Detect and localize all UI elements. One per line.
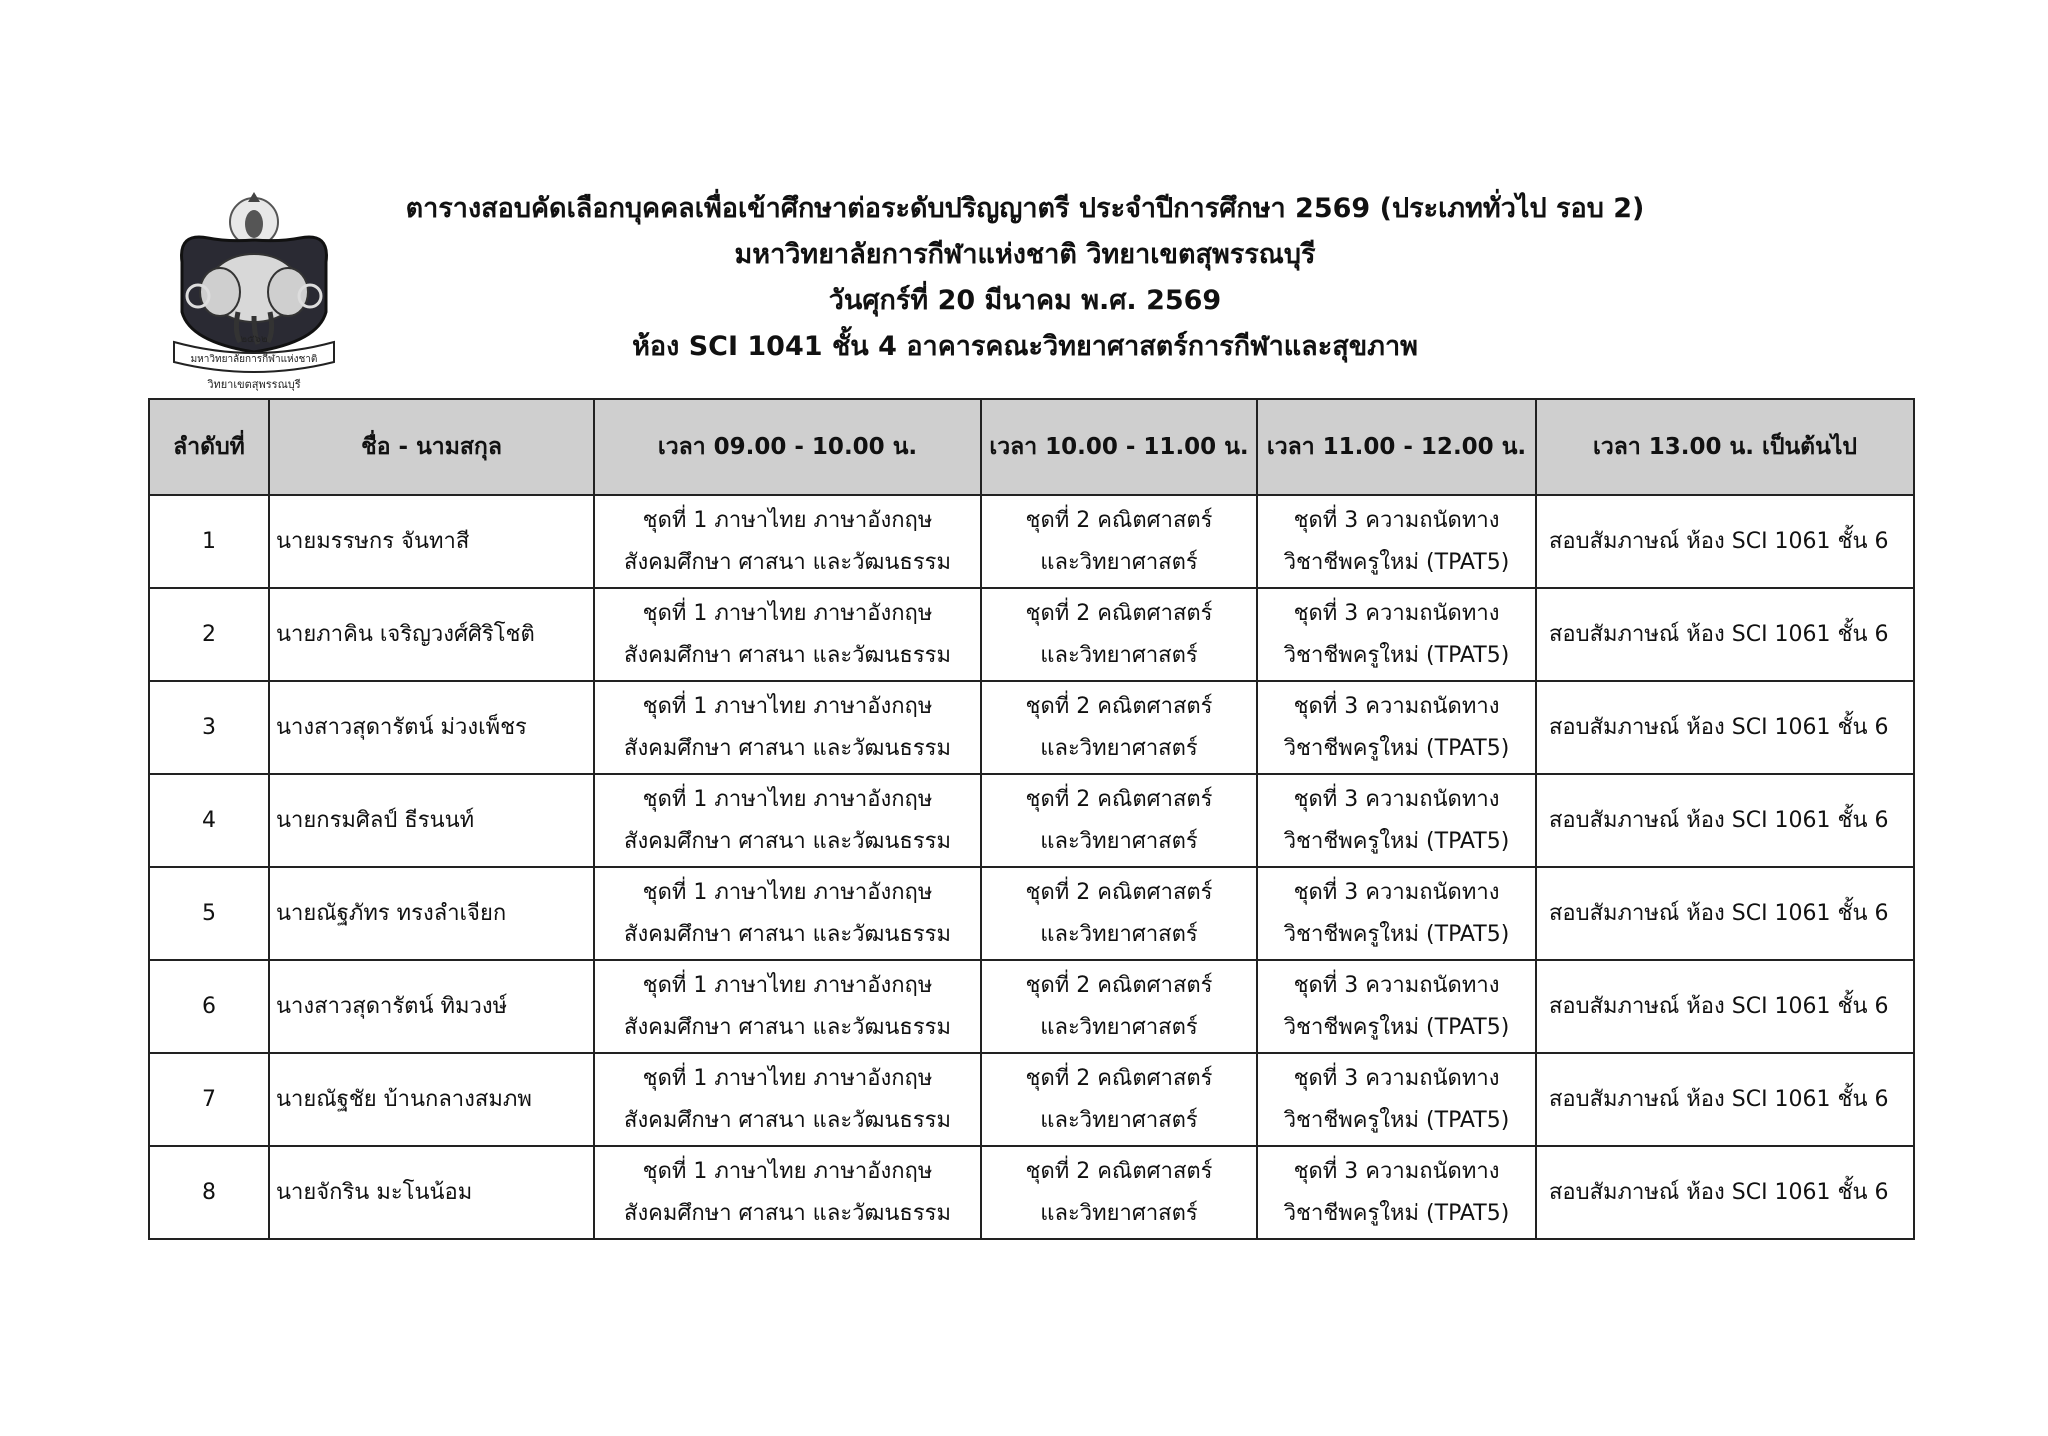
candidate-name: นางสาวสุดารัตน์ ม่วงเพ็ชร <box>269 681 594 774</box>
interview-cell: สอบสัมภาษณ์ ห้อง SCI 1061 ชั้น 6 <box>1536 495 1914 588</box>
slot2-line2: และวิทยาศาสตร์ <box>1040 1014 1198 1040</box>
exam-schedule-table <box>148 398 1915 1240</box>
slot2-line2: และวิทยาศาสตร์ <box>1040 828 1198 854</box>
slot1-cell <box>594 681 981 774</box>
document-header <box>330 186 1720 370</box>
slot1-line2: สังคมศึกษา ศาสนา และวัฒนธรรม <box>624 1200 951 1226</box>
table-body <box>149 495 1914 1239</box>
column-header-slot2: เวลา 10.00 - 11.00 น. <box>981 399 1257 495</box>
slot1-line1: ชุดที่ 1 ภาษาไทย ภาษาอังกฤษ <box>642 1065 933 1091</box>
slot1-cell <box>594 774 981 867</box>
row-number: 2 <box>149 588 269 681</box>
slot3-line2: วิชาชีพครูใหม่ (TPAT5) <box>1283 549 1510 575</box>
slot1-cell <box>594 1053 981 1146</box>
slot1-line1: ชุดที่ 1 ภาษาไทย ภาษาอังกฤษ <box>642 1158 933 1184</box>
header-title: ตารางสอบคัดเลือกบุคคลเพื่อเข้าศึกษาต่อระดับปริญญาตรี ประจำปีการศึกษา 2569 (ประเภททั่วไป รอบ 2) <box>405 193 1645 224</box>
slot1-line2: สังคมศึกษา ศาสนา และวัฒนธรรม <box>624 828 951 854</box>
slot3-line1: ชุดที่ 3 ความถนัดทาง <box>1293 693 1500 719</box>
table-row <box>149 1146 1914 1239</box>
slot1-line1: ชุดที่ 1 ภาษาไทย ภาษาอังกฤษ <box>642 507 933 533</box>
slot3-cell <box>1257 1053 1536 1146</box>
slot3-cell <box>1257 960 1536 1053</box>
university-seal-logo <box>168 192 340 392</box>
row-number: 8 <box>149 1146 269 1239</box>
slot3-line1: ชุดที่ 3 ความถนัดทาง <box>1293 972 1500 998</box>
slot1-cell <box>594 1146 981 1239</box>
slot2-line2: และวิทยาศาสตร์ <box>1040 1107 1198 1133</box>
slot2-cell <box>981 960 1257 1053</box>
slot2-line2: และวิทยาศาสตร์ <box>1040 549 1198 575</box>
slot2-line1: ชุดที่ 2 คณิตศาสตร์ <box>1025 693 1213 719</box>
row-number: 7 <box>149 1053 269 1146</box>
slot1-line2: สังคมศึกษา ศาสนา และวัฒนธรรม <box>624 549 951 575</box>
interview-cell: สอบสัมภาษณ์ ห้อง SCI 1061 ชั้น 6 <box>1536 588 1914 681</box>
row-number: 3 <box>149 681 269 774</box>
slot1-line2: สังคมศึกษา ศาสนา และวัฒนธรรม <box>624 642 951 668</box>
slot2-cell <box>981 1146 1257 1239</box>
slot3-line2: วิชาชีพครูใหม่ (TPAT5) <box>1283 921 1510 947</box>
table-row <box>149 960 1914 1053</box>
slot2-line1: ชุดที่ 2 คณิตศาสตร์ <box>1025 879 1213 905</box>
candidate-name: นายณัฐชัย บ้านกลางสมภพ <box>269 1053 594 1146</box>
slot3-line2: วิชาชีพครูใหม่ (TPAT5) <box>1283 1200 1510 1226</box>
header-date: วันศุกร์ที่ 20 มีนาคม พ.ศ. 2569 <box>828 285 1222 316</box>
slot3-line2: วิชาชีพครูใหม่ (TPAT5) <box>1283 828 1510 854</box>
slot1-line2: สังคมศึกษา ศาสนา และวัฒนธรรม <box>624 735 951 761</box>
table-row <box>149 867 1914 960</box>
column-header-name: ชื่อ - นามสกุล <box>269 399 594 495</box>
slot3-cell <box>1257 1146 1536 1239</box>
slot3-line1: ชุดที่ 3 ความถนัดทาง <box>1293 786 1500 812</box>
interview-cell: สอบสัมภาษณ์ ห้อง SCI 1061 ชั้น 6 <box>1536 1053 1914 1146</box>
column-header-no: ลำดับที่ <box>149 399 269 495</box>
slot3-cell <box>1257 495 1536 588</box>
slot1-cell <box>594 960 981 1053</box>
row-number: 1 <box>149 495 269 588</box>
slot1-line1: ชุดที่ 1 ภาษาไทย ภาษาอังกฤษ <box>642 972 933 998</box>
interview-cell: สอบสัมภาษณ์ ห้อง SCI 1061 ชั้น 6 <box>1536 960 1914 1053</box>
column-header-slot3: เวลา 11.00 - 12.00 น. <box>1257 399 1536 495</box>
candidate-name: นายมรรษกร จันทาสี <box>269 495 594 588</box>
header-university: มหาวิทยาลัยการกีฬาแห่งชาติ วิทยาเขตสุพรรณบุรี <box>734 239 1316 270</box>
slot2-line1: ชุดที่ 2 คณิตศาสตร์ <box>1025 972 1213 998</box>
slot1-line2: สังคมศึกษา ศาสนา และวัฒนธรรม <box>624 921 951 947</box>
slot3-line2: วิชาชีพครูใหม่ (TPAT5) <box>1283 1014 1510 1040</box>
candidate-name: นายณัฐภัทร ทรงลำเจียก <box>269 867 594 960</box>
table-row <box>149 495 1914 588</box>
slot1-line1: ชุดที่ 1 ภาษาไทย ภาษาอังกฤษ <box>642 600 933 626</box>
slot3-line2: วิชาชีพครูใหม่ (TPAT5) <box>1283 1107 1510 1133</box>
slot3-line1: ชุดที่ 3 ความถนัดทาง <box>1293 1158 1500 1184</box>
slot1-line1: ชุดที่ 1 ภาษาไทย ภาษาอังกฤษ <box>642 693 933 719</box>
slot2-line2: และวิทยาศาสตร์ <box>1040 735 1198 761</box>
slot2-cell <box>981 495 1257 588</box>
slot3-cell <box>1257 588 1536 681</box>
slot1-line1: ชุดที่ 1 ภาษาไทย ภาษาอังกฤษ <box>642 879 933 905</box>
slot2-line1: ชุดที่ 2 คณิตศาสตร์ <box>1025 507 1213 533</box>
slot2-cell <box>981 681 1257 774</box>
seal-year-text: ๒๕๖๒ <box>240 334 268 345</box>
header-room: ห้อง SCI 1041 ชั้น 4 อาคารคณะวิทยาศาสตร์การกีฬาและสุขภาพ <box>632 331 1418 362</box>
table-header-row <box>149 399 1914 495</box>
interview-cell: สอบสัมภาษณ์ ห้อง SCI 1061 ชั้น 6 <box>1536 1146 1914 1239</box>
slot3-line1: ชุดที่ 3 ความถนัดทาง <box>1293 507 1500 533</box>
slot1-cell <box>594 867 981 960</box>
table-row <box>149 588 1914 681</box>
slot3-line1: ชุดที่ 3 ความถนัดทาง <box>1293 879 1500 905</box>
slot1-line2: สังคมศึกษา ศาสนา และวัฒนธรรม <box>624 1107 951 1133</box>
slot3-cell <box>1257 774 1536 867</box>
column-header-slot1: เวลา 09.00 - 10.00 น. <box>594 399 981 495</box>
slot2-cell <box>981 1053 1257 1146</box>
slot2-line1: ชุดที่ 2 คณิตศาสตร์ <box>1025 1158 1213 1184</box>
row-number: 4 <box>149 774 269 867</box>
seal-campus-text: วิทยาเขตสุพรรณบุรี <box>207 378 301 391</box>
seal-emblem-icon <box>168 192 340 392</box>
slot1-cell <box>594 495 981 588</box>
candidate-name: นายจักริน มะโนน้อม <box>269 1146 594 1239</box>
interview-cell: สอบสัมภาษณ์ ห้อง SCI 1061 ชั้น 6 <box>1536 774 1914 867</box>
candidate-name: นายภาคิน เจริญวงศ์ศิริโชติ <box>269 588 594 681</box>
slot2-line1: ชุดที่ 2 คณิตศาสตร์ <box>1025 600 1213 626</box>
interview-cell: สอบสัมภาษณ์ ห้อง SCI 1061 ชั้น 6 <box>1536 867 1914 960</box>
slot2-line1: ชุดที่ 2 คณิตศาสตร์ <box>1025 1065 1213 1091</box>
slot1-cell <box>594 588 981 681</box>
candidate-name: นายกรมศิลป์ ธีรนนท์ <box>269 774 594 867</box>
slot2-cell <box>981 774 1257 867</box>
slot2-cell <box>981 867 1257 960</box>
interview-cell: สอบสัมภาษณ์ ห้อง SCI 1061 ชั้น 6 <box>1536 681 1914 774</box>
slot3-line2: วิชาชีพครูใหม่ (TPAT5) <box>1283 642 1510 668</box>
table-row <box>149 774 1914 867</box>
slot3-cell <box>1257 681 1536 774</box>
slot3-line2: วิชาชีพครูใหม่ (TPAT5) <box>1283 735 1510 761</box>
slot2-line1: ชุดที่ 2 คณิตศาสตร์ <box>1025 786 1213 812</box>
slot2-line2: และวิทยาศาสตร์ <box>1040 642 1198 668</box>
table-row <box>149 681 1914 774</box>
row-number: 5 <box>149 867 269 960</box>
slot2-line2: และวิทยาศาสตร์ <box>1040 921 1198 947</box>
slot2-cell <box>981 588 1257 681</box>
candidate-name: นางสาวสุดารัตน์ ทิมวงษ์ <box>269 960 594 1053</box>
row-number: 6 <box>149 960 269 1053</box>
slot3-line1: ชุดที่ 3 ความถนัดทาง <box>1293 1065 1500 1091</box>
slot2-line2: และวิทยาศาสตร์ <box>1040 1200 1198 1226</box>
slot3-cell <box>1257 867 1536 960</box>
slot3-line1: ชุดที่ 3 ความถนัดทาง <box>1293 600 1500 626</box>
table-row <box>149 1053 1914 1146</box>
slot1-line1: ชุดที่ 1 ภาษาไทย ภาษาอังกฤษ <box>642 786 933 812</box>
slot1-line2: สังคมศึกษา ศาสนา และวัฒนธรรม <box>624 1014 951 1040</box>
column-header-slot4: เวลา 13.00 น. เป็นต้นไป <box>1536 399 1914 495</box>
seal-ribbon-text: มหาวิทยาลัยการกีฬาแห่งชาติ <box>190 354 318 365</box>
